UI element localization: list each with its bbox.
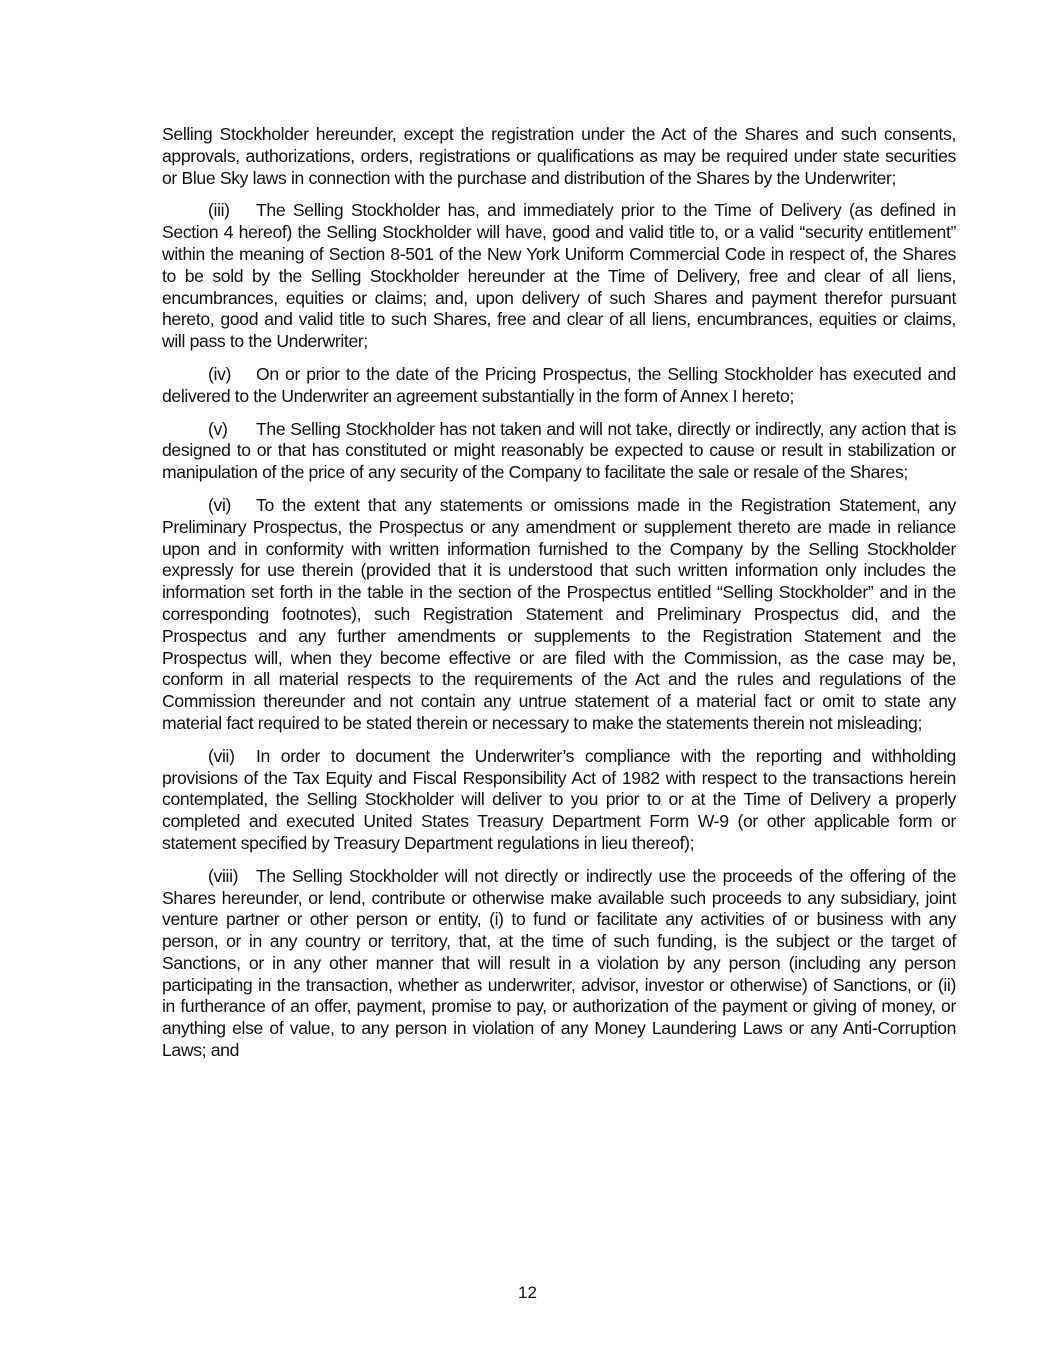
paragraph-number: (viii) xyxy=(208,865,239,886)
paragraph-text: The Selling Stockholder has, and immediately prior to the Time of Delivery (as defined in Section 4 hereof) the Selling Stockholder will have, good and valid title to, or a valid “security entitlement” within the meaning of Section 8-501 of the New York Uniform Commercial Code in respect of, the Shares to be sold by the Selling Stockholder hereunder at the Time of Delivery, free and clear of all liens, encumbrances, equities or claims; and, upon delivery of such Shares and payment therefor pursuant hereto, good and valid title to such Shares, free and clear of all liens, encumbrances, equities or claims, will pass to the Underwriter; xyxy=(162,200,956,352)
paragraph-iv xyxy=(162,364,956,408)
paragraph-text: The Selling Stockholder will not directly or indirectly use the proceeds of the offering of the Shares hereunder, or lend, contribute or otherwise make available such proceeds to any subsidiary, joint venture partner or other person or entity, (i) to fund or facilitate any activities of or business with any person, or in any country or territory, that, at the time of such funding, is the subject or the target of Sanctions, or in any other manner that will result in a violation by any person (including any person participating in the transaction, whether as underwriter, advisor, investor or otherwise) of Sanctions, or (ii) in furtherance of an offer, payment, promise to pay, or authorization of the payment or giving of money, or anything else of value, to any person in violation of any Money Laundering Laws or any Anti-Corruption Laws; and xyxy=(162,865,956,1061)
paragraph-vi xyxy=(162,495,956,735)
paragraph-text: The Selling Stockholder has not taken and will not take, directly or indirectly, any action that is designed to or that has constituted or might reasonably be expected to cause or result in stabilization or manipulation of the price of any security of the Company to facilitate the sale or resale of the Shares; xyxy=(162,418,956,483)
paragraph-vii xyxy=(162,746,956,855)
paragraph-number: (v) xyxy=(208,418,228,439)
paragraph-continuation xyxy=(162,124,956,189)
paragraph-v xyxy=(162,419,956,484)
paragraph-text: In order to document the Underwriter’s compliance with the reporting and withholding provisions of the Tax Equity and Fiscal Responsibility Act of 1982 with respect to the transactions herein contemplated, the Selling Stockholder will deliver to you prior to or at the Time of Delivery a properly completed and executed United States Treasury Department Form W-9 (or other applicable form or statement specified by Treasury Department regulations in lieu thereof); xyxy=(162,745,956,853)
paragraph-viii xyxy=(162,866,956,1062)
paragraph-text: On or prior to the date of the Pricing Prospectus, the Selling Stockholder has executed and delivered to the Underwriter an agreement substantially in the form of Annex I hereto; xyxy=(162,363,956,406)
paragraph-number: (iv) xyxy=(208,363,232,384)
paragraph-text: Selling Stockholder hereunder, except the registration under the Act of the Shares and such consents, approvals, authorizations, orders, registrations or qualifications as may be required under state securities or Blue Sky laws in connection with the purchase and distribution of the Shares by the Underwriter; xyxy=(162,124,956,188)
page-number: 12 xyxy=(518,1283,537,1302)
paragraph-iii xyxy=(162,200,956,353)
paragraph-number: (vii) xyxy=(208,745,235,766)
paragraph-text: To the extent that any statements or omissions made in the Registration Statement, any Preliminary Prospectus, the Prospectus or any amendment or supplement thereto are made in reliance upon and in conformity with written information furnished to the Company by the Selling Stockholder expressly for use therein (provided that it is understood that such written information only includes the information set forth in the table in the section of the Prospectus entitled “Selling Stockholder” and in the corresponding footnotes), such Registration Statement and Preliminary Prospectus did, and the Prospectus and any further amendments or supplements to the Registration Statement and the Prospectus will, when they become effective or are filed with the Commission, as the case may be, conform in all material respects to the requirements of the Act and the rules and regulations of the Commission thereunder and not contain any untrue statement of a material fact or omit to state any material fact required to be stated therein or necessary to make the statements therein not misleading; xyxy=(162,494,956,733)
paragraph-number: (iii) xyxy=(208,200,230,221)
document-page xyxy=(162,124,956,1073)
paragraph-number: (vi) xyxy=(208,494,232,515)
